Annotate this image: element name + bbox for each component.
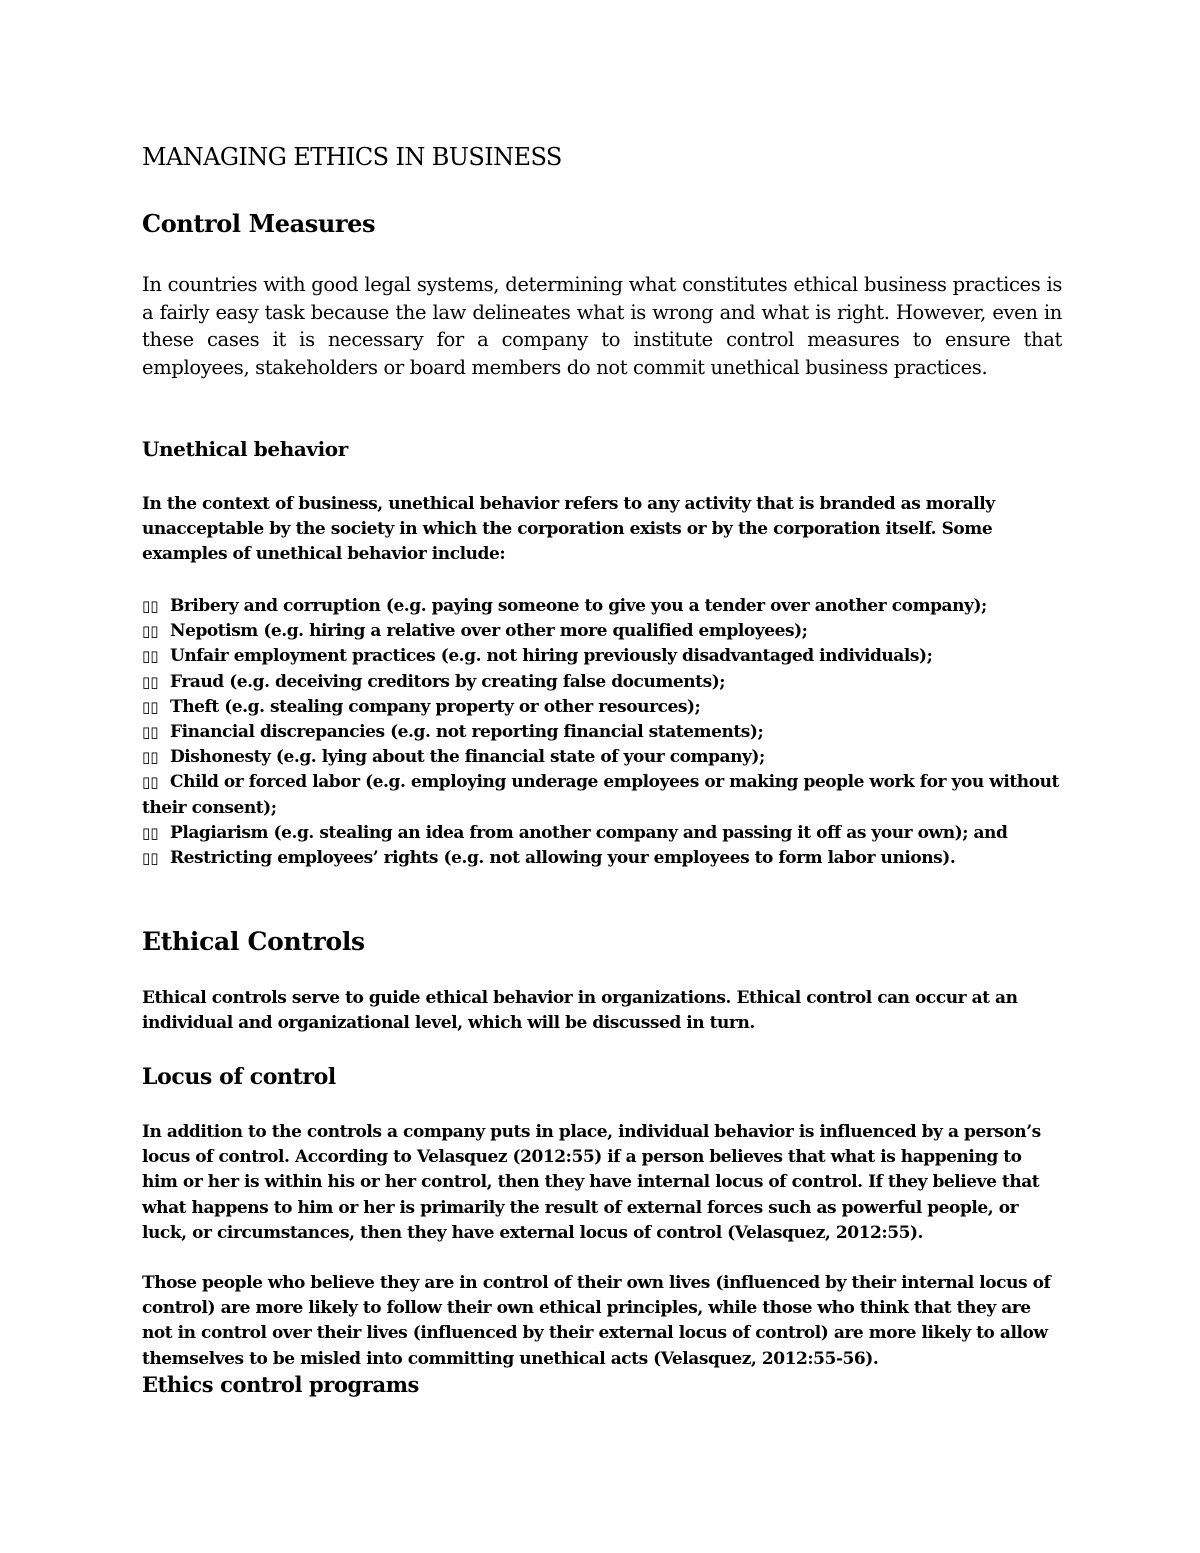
bullet-glyph-icon: ▯▯: [142, 748, 159, 767]
list-item-text: Child or forced labor (e.g. employing underage employees or making people work for you without their consent);: [142, 772, 1059, 818]
list-item-text: Plagiarism (e.g. stealing an idea from another company and passing it off as your own); and: [170, 822, 1008, 843]
heading-unethical-behavior: Unethical behavior: [142, 437, 348, 461]
list-item: [142, 745, 1062, 770]
list-item-text: Nepotism (e.g. hiring a relative over other more qualified employees);: [170, 621, 808, 642]
list-item: [142, 821, 1062, 846]
list-item-text: Bribery and corruption (e.g. paying someone to give you a tender over another company);: [170, 596, 987, 616]
bullet-glyph-icon: ▯▯: [142, 622, 159, 641]
list-item-text: Theft (e.g. stealing company property or other resources);: [170, 696, 701, 717]
list-item: [142, 770, 1062, 820]
document-page: [142, 0, 1062, 1553]
heading-control-measures: Control Measures: [142, 209, 376, 238]
list-item: [142, 670, 1062, 695]
list-item: [142, 720, 1062, 745]
heading-ethics-control-programs: Ethics control programs: [142, 1372, 419, 1397]
list-item-text: Restricting employees’ rights (e.g. not allowing your employees to form labor unions).: [170, 848, 956, 869]
list-item: [142, 619, 1062, 644]
bullet-glyph-icon: ▯▯: [142, 597, 159, 615]
bullet-glyph-icon: ▯▯: [142, 849, 159, 868]
bullet-glyph-icon: ▯▯: [142, 773, 159, 792]
bullet-glyph-icon: ▯▯: [142, 647, 159, 666]
heading-ethical-controls: Ethical Controls: [142, 927, 365, 956]
paragraph-locus-of-control-2: Those people who believe they are in control of their own lives (influenced by their internal locus of control) are more likely to follow their own ethical principles, while those who think that they are not in control over their lives (influenced by their external locus of control) are more likely to allow themselves to be misled into committing unethical acts (Velasquez, 2012:55-56).: [142, 1273, 1051, 1369]
list-item: [142, 644, 1062, 669]
list-item-text: Dishonesty (e.g. lying about the financial state of your company);: [170, 747, 765, 768]
paragraph-control-measures: In countries with good legal systems, determining what constitutes ethical business practices is a fairly easy task because the law delineates what is wrong and what is right. However, even in these cases it is necessary for a company to institute control measures to ensure that employees, stakeholders or board members do not commit unethical business practices.: [142, 273, 1062, 379]
list-item: [142, 594, 1062, 619]
paragraph-ethical-controls: Ethical controls serve to guide ethical behavior in organizations. Ethical control can occur at an individual and organizational level, which will be discussed in turn.: [142, 988, 1018, 1034]
list-item: [142, 695, 1062, 720]
bullet-glyph-icon: ▯▯: [142, 697, 159, 716]
bullet-glyph-icon: ▯▯: [142, 823, 159, 842]
list-item-text: Fraud (e.g. deceiving creditors by creating false documents);: [170, 671, 726, 692]
document-title: MANAGING ETHICS IN BUSINESS: [142, 143, 562, 171]
heading-locus-of-control: Locus of control: [142, 1064, 336, 1090]
bullet-glyph-icon: ▯▯: [142, 672, 159, 691]
paragraph-locus-of-control-1: In addition to the controls a company puts in place, individual behavior is influenced by a person’s locus of control. According to Velasquez (2012:55) if a person believes that what is happening to him or her is within his or her control, then they have internal locus of control. If they believe that what happens to him or her is primarily the result of external forces such as powerful people, or luck, or circumstances, then they have external locus of control (Velasquez, 2012:55).: [142, 1122, 1041, 1243]
list-item: [142, 846, 1062, 871]
list-item-text: Unfair employment practices (e.g. not hiring previously disadvantaged individuals);: [170, 646, 933, 667]
unethical-examples-list: [142, 594, 1062, 871]
bullet-glyph-icon: ▯▯: [142, 723, 159, 742]
list-item-text: Financial discrepancies (e.g. not reporting financial statements);: [170, 722, 764, 743]
paragraph-unethical-intro: In the context of business, unethical behavior refers to any activity that is branded as morally unacceptable by the society in which the corporation exists or by the corporation itself. Some examples of unethical behavior include:: [142, 494, 995, 565]
